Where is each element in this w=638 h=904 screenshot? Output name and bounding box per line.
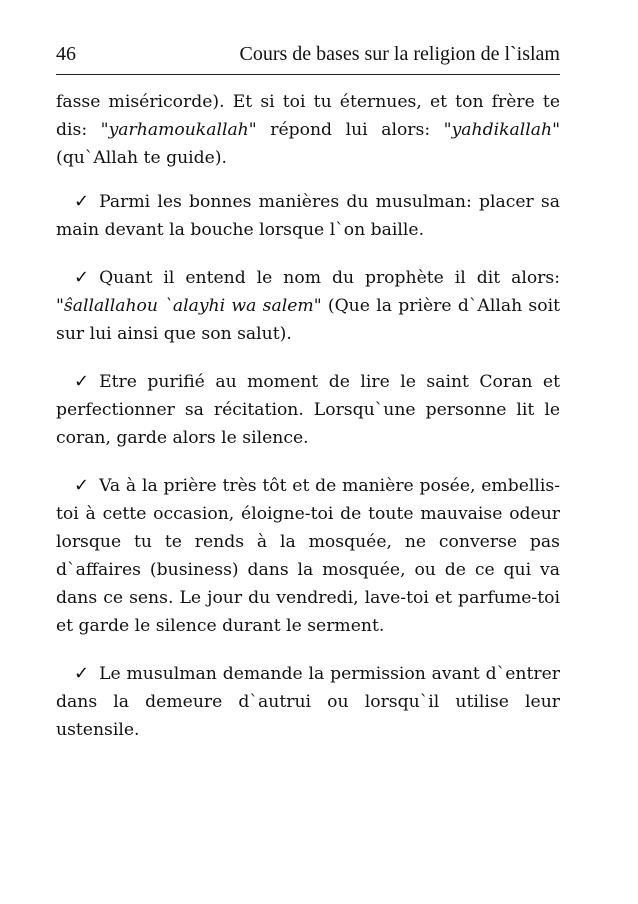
bullet-paragraph-5 [56, 660, 560, 744]
p4-text: Va à la prière très tôt et de manière posée, embellis-toi à cette occasion, éloigne-toi de toute mauvaise odeur lorsque tu te rends à la mosquée, ne converse pas d`affaires (business) dans la mosquée, ou de ce qui va dans ce sens. Le jour du vendredi, lave-toi et parfume-toi et garde le silence durant le serment. [56, 476, 560, 636]
bullet-paragraph-4 [56, 472, 560, 640]
page-number: 46 [56, 43, 76, 65]
checkmark-icon: ✓ [74, 663, 90, 684]
p0-term-yarhamoukallah: yarhamoukallah [108, 120, 249, 140]
p3-text: Etre purifié au moment de lire le saint Coran et perfectionner sa récitation. Lorsqu`une personne lit le coran, garde alors le silence. [56, 372, 560, 448]
checkmark-icon: ✓ [74, 267, 90, 288]
p1-text: Parmi les bonnes manières du musulman: placer sa main devant la bouche lorsque l`on baille. [56, 192, 560, 240]
p0-term-yahdikallah: yahdikallah [451, 120, 553, 140]
checkmark-icon: ✓ [74, 191, 90, 212]
p5-text: Le musulman demande la permission avant d`entrer dans la demeure d`autrui ou lorsqu`il utilise leur ustensile. [56, 664, 560, 740]
bullet-paragraph-2 [56, 264, 560, 348]
p2-text-a: Quant il entend le nom du prophète il dit alors: " [56, 268, 560, 316]
running-title: Cours de bases sur la religion de l`islam [239, 43, 560, 65]
p2-text-c: " (Que la prière d`Allah soit sur lui ainsi que son salut). [56, 296, 561, 344]
p2-term-salawat: ŝallallahou `alayhi wa salem [63, 296, 314, 316]
page-header [56, 40, 560, 75]
checkmark-icon: ✓ [74, 475, 90, 496]
bullet-paragraph-1 [56, 188, 560, 244]
page-body [56, 88, 560, 764]
checkmark-icon: ✓ [74, 371, 90, 392]
paragraph-continuation [56, 88, 560, 172]
p0-text-c: " répond lui alors: " [248, 120, 452, 140]
p0-text-e: " (qu`Allah te guide). [56, 120, 560, 168]
p0-text-a: fasse miséricorde). Et si toi tu éternues, et ton frère te dis: " [56, 92, 560, 140]
bullet-paragraph-3 [56, 368, 560, 452]
